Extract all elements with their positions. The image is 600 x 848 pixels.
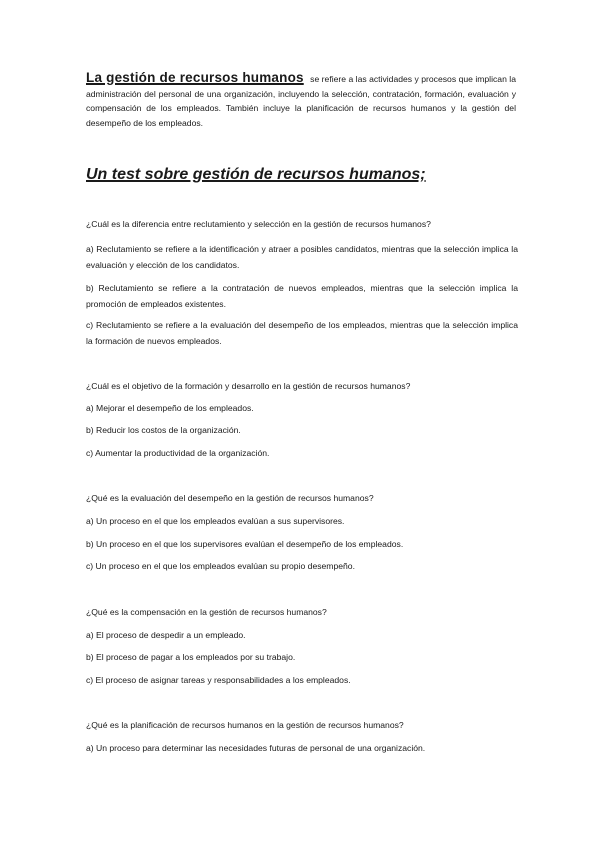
question-4-option-b: b) El proceso de pagar a los empleados por su trabajo. xyxy=(86,652,296,662)
question-5: ¿Qué es la planificación de recursos humanos en la gestión de recursos humanos? xyxy=(86,720,404,730)
question-5-option-a: a) Un proceso para determinar las necesidades futuras de personal de una organización. xyxy=(86,743,426,753)
test-heading: Un test sobre gestión de recursos humanos; xyxy=(86,166,426,183)
intro-lead-title: La gestión de recursos humanos xyxy=(86,70,304,85)
question-2: ¿Cuál es el objetivo de la formación y desarrollo en la gestión de recursos humanos? xyxy=(86,381,411,391)
intro-text: se refiere a las actividades y procesos que implican la administración del personal de una organización, incluyendo la selección, contratación, formación, evaluación y compensación de los empleados. También incluye la planificación de recursos humanos y la gestión del desempeño de los empleados. xyxy=(86,74,516,128)
question-1-option-b: b) Reclutamiento se refiere a la contratación de nuevos empleados, mientras que la selección implica la promoción de empleados existentes. xyxy=(86,283,518,309)
question-3-option-a: a) Un proceso en el que los empleados evalúan a sus supervisores. xyxy=(86,516,345,526)
question-1-option-c: c) Reclutamiento se refiere a la evaluación del desempeño de los empleados, mientras que la selección implica la formación de nuevos empleados. xyxy=(86,320,518,346)
question-1: ¿Cuál es la diferencia entre reclutamiento y selección en la gestión de recursos humanos? xyxy=(86,219,431,229)
question-4-option-a: a) El proceso de despedir a un empleado. xyxy=(86,630,246,640)
question-2-option-c: c) Aumentar la productividad de la organización. xyxy=(86,448,270,458)
intro-paragraph xyxy=(86,71,516,130)
question-1-option-a: a) Reclutamiento se refiere a la identificación y atraer a posibles candidatos, mientras que la selección implica la evaluación y elección de los candidatos. xyxy=(86,244,518,270)
question-3-option-c: c) Un proceso en el que los empleados evalúan su propio desempeño. xyxy=(86,561,355,571)
question-4-option-c: c) El proceso de asignar tareas y responsabilidades a los empleados. xyxy=(86,675,351,685)
question-2-option-a: a) Mejorar el desempeño de los empleados. xyxy=(86,403,254,413)
question-2-option-b: b) Reducir los costos de la organización. xyxy=(86,425,241,435)
question-3-option-b: b) Un proceso en el que los supervisores evalúan el desempeño de los empleados. xyxy=(86,539,404,549)
question-3: ¿Qué es la evaluación del desempeño en la gestión de recursos humanos? xyxy=(86,493,374,503)
question-4: ¿Qué es la compensación en la gestión de recursos humanos? xyxy=(86,607,327,617)
